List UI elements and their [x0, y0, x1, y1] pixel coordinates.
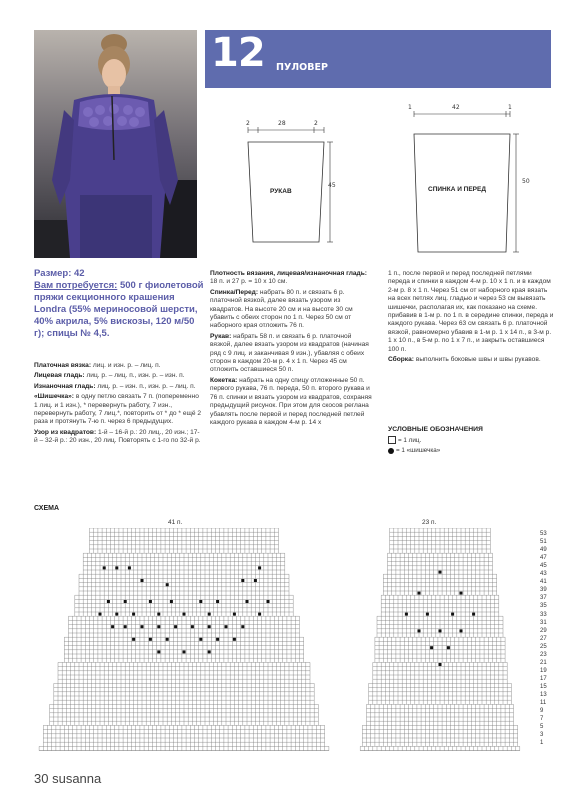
bobble-mark [149, 638, 152, 641]
sleeve-dim-left: 2 [246, 120, 250, 127]
paragraph [388, 270, 554, 354]
row-number: 5 [540, 724, 544, 731]
bobble-mark [460, 592, 463, 595]
bobble-mark [225, 625, 228, 628]
bobble-mark [216, 638, 219, 641]
paragraph-text: набрать 58 п. и связать 6 р. платочной вязкой, далее вязать узором из квадратов (начиная ряд с 9 лиц. и заканчивая 9 изн.), убавляя с обеих сторон в каждом 20-м р. 4 х 1 п. Через 45 см отложить оставшиеся 50 п. [210, 332, 369, 374]
row-number: 45 [540, 563, 547, 570]
row-number: 11 [540, 700, 547, 707]
row-number: 13 [540, 692, 547, 698]
row-number: 41 [540, 579, 547, 586]
bobble-mark [472, 613, 475, 616]
row-number: 17 [540, 675, 547, 682]
dot-icon [388, 448, 394, 454]
paragraph-heading: Спинка/Перед: [210, 288, 259, 296]
row-number: 49 [540, 547, 547, 554]
stitches-column [34, 362, 202, 448]
page-footer [34, 771, 101, 786]
page-number: 30 [34, 771, 49, 786]
bobble-mark [141, 625, 144, 628]
paragraph-text: 1 п., после первой и перед последней петлями переда и спинки в каждом 4-м р. 10 х 1 п. и в каждом 2-м р. 8 х 1 п. Через 51 см от наборного края вязать на всех петлях лиц. гладью и через 53 см вывязать шишечки, располагая их, как показано на схеме. прибавив в 1-м р. по 1 п. в середине спинки, переда и каждого рукава. Через 63 см связать 6 р. платочной вязкой, равномерно убавив в 1-м р. 1 х 14 п., в 3-м р. 1 х 10 п., в 5-м р. по 1 х 7 п., и закрыть оставшиеся 100 п. [388, 270, 554, 353]
bobble-mark [246, 600, 249, 603]
paragraph [210, 270, 372, 287]
body-dim-left: 1 [408, 104, 412, 111]
row-number: 9 [540, 708, 544, 715]
bobble-mark [258, 566, 261, 569]
sleeve-schematic [240, 118, 350, 258]
model-photo [34, 30, 197, 258]
instructions-column-2 [388, 270, 554, 366]
paragraph-heading: Платочная вязка: [34, 362, 92, 369]
row-number: 37 [540, 595, 547, 602]
size-value: 42 [74, 268, 85, 279]
bobble-mark [149, 600, 152, 603]
paragraph-heading: Сборка: [388, 356, 414, 364]
magazine-name: susanna [52, 771, 102, 786]
bobble-mark [128, 566, 131, 569]
body-dim-width: 42 [452, 104, 460, 111]
row-number: 53 [540, 531, 547, 537]
yoke-chart-body [34, 528, 334, 753]
paragraph [210, 289, 372, 331]
bobble-mark [216, 600, 219, 603]
pattern-title: ПУЛОВЕР [276, 62, 328, 73]
materials-text: 500 г фиолетовой пряжи секционного крашения Londra (55% мериносовой шерсти, 40% акрила, 5% вискозы, 120 м/50 г); спицы № 4,5. [34, 280, 204, 339]
row-number: 43 [540, 571, 547, 578]
bobble-mark [115, 613, 118, 616]
sleeve-label: РУКАВ [270, 188, 292, 195]
row-number: 35 [540, 603, 547, 610]
sleeve-dim-width: 28 [278, 120, 286, 127]
bobble-mark [254, 579, 257, 582]
chart1-stitch-count: 41 п. [168, 519, 183, 526]
bobble-mark [174, 625, 177, 628]
bobble-mark [439, 571, 442, 574]
bobble-mark [157, 613, 160, 616]
paragraph-heading: Кокетка: [210, 376, 238, 384]
pattern-number: 12 [211, 30, 265, 76]
bobble-mark [258, 613, 261, 616]
row-number: 29 [540, 627, 547, 634]
paragraph-text: лиц. и изн. р. – лиц. п. [92, 362, 161, 369]
bobble-mark [111, 625, 114, 628]
row-number: 7 [540, 716, 544, 723]
paragraph [34, 362, 202, 370]
paragraph [210, 333, 372, 375]
bobble-mark [157, 625, 160, 628]
size-block [34, 268, 204, 340]
body-schematic [410, 104, 540, 262]
paragraph [34, 383, 202, 391]
legend-heading: УСЛОВНЫЕ ОБОЗНАЧЕНИЯ [388, 426, 483, 433]
sleeve-dim-height: 45 [328, 182, 336, 189]
paragraph-text: выполнить боковые швы и швы рукавов. [415, 356, 541, 364]
chart2-stitch-count: 23 п. [422, 519, 437, 526]
paragraph-text: лиц. р. – лиц. п., изн. р. – изн. п. [86, 372, 185, 380]
instructions-column-1 [210, 270, 372, 429]
legend-item-knit [388, 436, 548, 444]
yoke-chart-sleeve [350, 528, 530, 753]
row-number: 33 [540, 611, 547, 618]
bobble-mark [191, 625, 194, 628]
paragraph-text: лиц. р. – изн. п., изн. р. – лиц. п. [97, 382, 196, 390]
square-icon [388, 436, 396, 444]
legend-text: = 1 лиц. [398, 436, 422, 444]
row-number: 31 [540, 619, 547, 626]
bobble-mark [132, 613, 135, 616]
row-number: 15 [540, 683, 547, 690]
bobble-mark [233, 613, 236, 616]
row-number: 19 [540, 667, 547, 674]
bobble-mark [241, 579, 244, 582]
row-number: 51 [540, 539, 547, 546]
bobble-mark [447, 646, 450, 649]
paragraph-heading: Рукав: [210, 332, 232, 340]
bobble-mark [183, 613, 186, 616]
paragraph [388, 356, 554, 364]
bobble-mark [451, 613, 454, 616]
size-label: Размер: [34, 268, 72, 279]
bobble-mark [103, 566, 106, 569]
materials-label: Вам потребуется: [34, 280, 118, 291]
paragraph-heading: Плотность вязания, лицевая/изнаночная гладь: [210, 270, 367, 277]
row-number: 47 [540, 555, 547, 562]
bobble-mark [132, 638, 135, 641]
bobble-mark [170, 600, 173, 603]
sleeve-dim-right: 2 [314, 120, 318, 127]
bobble-mark [439, 663, 442, 666]
legend-text: = 1 «шишечка» [396, 447, 441, 454]
bobble-mark [233, 638, 236, 641]
row-number: 1 [540, 740, 544, 747]
scheme-heading: СХЕМА [34, 505, 60, 512]
bobble-mark [405, 613, 408, 616]
body-label: СПИНКА И ПЕРЕД [428, 186, 486, 193]
bobble-mark [124, 600, 127, 603]
paragraph-text: в одну петлю связать 7 п. (попеременно 1 лиц. и 1 изн.), * перевернуть работу, 7 изн., перевернуть работу, 7 лиц.*, повторить от * до * ещё 2 раза и протянуть 7-ю п. через 6 предыдущих. [34, 393, 202, 426]
paragraph-heading: Изнаночная гладь: [34, 382, 96, 390]
paragraph-heading: «Шишечка»: [34, 393, 75, 401]
bobble-mark [267, 600, 270, 603]
body-dim-height: 50 [522, 178, 530, 185]
paragraph-text: 18 п. и 27 р. = 10 х 10 см. [210, 278, 288, 286]
bobble-mark [99, 613, 102, 616]
row-number: 3 [540, 732, 544, 739]
bobble-mark [141, 579, 144, 582]
paragraph-heading: Узор из квадратов: [34, 428, 97, 436]
bobble-mark [208, 613, 211, 616]
row-number: 27 [540, 635, 547, 642]
row-number: 25 [540, 643, 547, 650]
bobble-mark [124, 625, 127, 628]
bobble-mark [115, 566, 118, 569]
row-number: 39 [540, 587, 547, 594]
bobble-mark [183, 650, 186, 653]
bobble-mark [208, 625, 211, 628]
paragraph [34, 393, 202, 427]
bobble-mark [418, 629, 421, 632]
bobble-mark [439, 629, 442, 632]
row-number: 21 [540, 659, 547, 666]
bobble-mark [430, 646, 433, 649]
legend-item-bobble [388, 447, 548, 454]
bobble-mark [199, 638, 202, 641]
bobble-mark [241, 625, 244, 628]
body-dim-right: 1 [508, 104, 512, 111]
bobble-mark [166, 583, 169, 586]
bobble-mark [426, 613, 429, 616]
paragraph-text: 1-й – 16-й р.: 20 лиц., 20 изн.; 17-й – 32-й р.: 20 изн., 20 лиц. Повторять с 1-го по 32-й р. [34, 428, 201, 445]
paragraph-text: набрать 80 п. и связать 6 р. платочной вязкой, далее вязать узором из квадратов. На высоте 20 см и на высоте 30 см убавить с обеих сторон по 1 п. Через 50 см от наборного края отложить 76 п. [210, 288, 353, 330]
paragraph-text: набрать на одну спицу отложенные 50 п. первого рукава, 76 п. переда, 50 п. второго рукава и 76 п. спинки и вязать узором из квадратов, сохраняя предыдущий рисунок. При этом для скосов реглана убавлять после первой и перед последней петлей каждого рукава в каждом 4-м р. 14 х [210, 376, 372, 426]
bobble-mark [107, 600, 110, 603]
paragraph-heading: Лицевая гладь: [34, 372, 85, 380]
bobble-mark [208, 650, 211, 653]
bobble-mark [199, 600, 202, 603]
paragraph [34, 372, 202, 380]
bobble-mark [166, 638, 169, 641]
bobble-mark [418, 592, 421, 595]
bobble-mark [460, 629, 463, 632]
legend [388, 426, 548, 457]
bobble-mark [157, 650, 160, 653]
row-number: 23 [540, 651, 547, 658]
paragraph [210, 377, 372, 427]
paragraph [34, 429, 202, 446]
